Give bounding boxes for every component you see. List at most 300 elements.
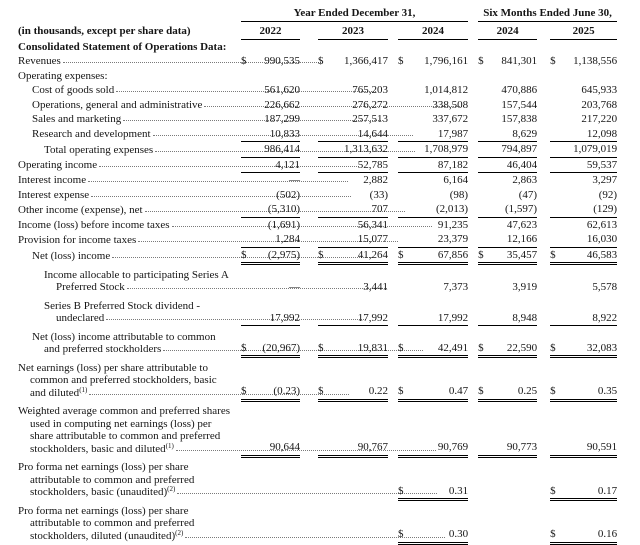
year-header-2023: 2023 [318, 21, 388, 40]
cell-value: 16,030 [564, 232, 617, 247]
cell-currency-symbol [550, 400, 564, 456]
cell-currency-symbol: $ [550, 247, 564, 264]
cell-value: 8,629 [512, 127, 538, 140]
cell-currency-symbol [550, 202, 564, 217]
row-label: Series B Preferred Stock dividend - undeclared [44, 299, 201, 324]
cell-value: 257,513 [352, 113, 388, 125]
column-gap [537, 112, 550, 127]
column-gap [468, 21, 478, 40]
cell-value: 90,644 [255, 400, 300, 456]
cell-currency-symbol: $ [241, 247, 255, 264]
cell-currency-symbol: $ [550, 357, 564, 401]
row-label: Net earnings (loss) per share attributable to common and preferred stockholders, basic and diluted$^{(1)}$ [18, 361, 217, 399]
column-gap [300, 69, 318, 84]
cell-currency-symbol [398, 127, 412, 142]
cell-currency-symbol [318, 173, 332, 188]
table-row [18, 112, 617, 127]
column-gap [468, 357, 478, 401]
cell-currency-symbol [550, 127, 564, 142]
cell-value: 91,235 [437, 218, 469, 231]
column-gap [232, 157, 241, 173]
cell-currency-symbol [241, 40, 255, 55]
cell-value: 1,284 [255, 232, 300, 247]
year-header-row [18, 21, 617, 40]
column-gap [232, 247, 241, 264]
cell-currency-symbol [398, 173, 412, 188]
cell-currency-symbol: $ [398, 55, 404, 67]
cell-value: 59,537 [564, 157, 617, 173]
table-row [18, 142, 617, 158]
cell-currency-symbol [398, 264, 412, 295]
column-gap [537, 83, 550, 98]
cell-value [332, 40, 388, 55]
cell-currency-symbol [478, 142, 492, 158]
column-gap [468, 83, 478, 98]
table-row [18, 295, 617, 326]
cell-value: 2,882 [363, 174, 388, 186]
cell-currency-symbol [241, 127, 255, 142]
cell-value: 6,164 [443, 174, 469, 186]
column-gap [232, 21, 241, 40]
cell-currency-symbol [241, 173, 255, 188]
column-gap [232, 217, 241, 232]
cell-currency-symbol [241, 69, 255, 84]
column-gap [232, 69, 241, 84]
cell-value: 42,491 [412, 326, 468, 357]
column-gap [537, 142, 550, 158]
cell-currency-symbol: $ [398, 326, 412, 357]
column-gap [388, 217, 398, 232]
period-group-header-row [18, 5, 617, 21]
cell-value: (20,967) [255, 326, 300, 357]
row-label: Interest expense [18, 188, 90, 201]
column-gap [388, 21, 398, 40]
cell-value: 990,535 [264, 55, 300, 67]
year-header-2022: 2022 [241, 21, 300, 40]
column-gap [537, 217, 550, 232]
cell-currency-symbol [478, 98, 492, 113]
column-gap [388, 188, 398, 203]
column-gap [537, 202, 550, 217]
column-gap [388, 247, 398, 264]
cell-value: 1,079,019 [564, 142, 617, 158]
cell-currency-symbol: $ [398, 456, 412, 500]
column-gap [537, 69, 550, 84]
table-row [18, 232, 617, 247]
cell-currency-symbol [241, 232, 255, 247]
cell-value: 226,662 [264, 98, 300, 111]
cell-value: 157,544 [501, 98, 538, 111]
column-gap [300, 400, 318, 456]
cell-currency-symbol [478, 217, 492, 232]
column-gap [300, 127, 318, 142]
column-gap [300, 217, 318, 232]
cell-currency-symbol [550, 69, 564, 84]
cell-value: 561,620 [264, 84, 300, 96]
table-row [18, 157, 617, 173]
column-gap [232, 202, 241, 217]
column-gap [468, 54, 478, 69]
cell-currency-symbol [550, 217, 564, 232]
table-row [18, 98, 617, 113]
cell-currency-symbol [550, 232, 564, 247]
cell-currency-symbol [318, 127, 332, 142]
cell-value [255, 69, 300, 84]
row-label: Other income (expense), net [18, 203, 143, 216]
cell-currency-symbol: $ [478, 326, 492, 357]
cell-currency-symbol: $ [318, 357, 332, 401]
cell-currency-symbol [478, 173, 492, 188]
table-row [18, 326, 617, 357]
column-gap [388, 83, 398, 98]
table-row [18, 264, 617, 295]
cell-value: 23,379 [412, 232, 468, 247]
cell-value: 217,220 [581, 113, 618, 125]
cell-currency-symbol [318, 264, 332, 295]
cell-value: 1,796,161 [424, 55, 469, 67]
table-row [18, 69, 617, 84]
column-gap [388, 202, 398, 217]
column-gap [468, 264, 478, 295]
column-gap [468, 173, 478, 188]
cell-currency-symbol [318, 142, 332, 158]
cell-currency-symbol [241, 264, 255, 295]
cell-value: (502) [276, 188, 300, 201]
year-header-2024: 2024 [398, 21, 468, 40]
column-gap [300, 40, 318, 55]
cell-value: 19,831 [332, 326, 388, 357]
cell-currency-symbol [398, 83, 412, 98]
table-row [18, 127, 617, 142]
cell-value: 2,863 [512, 174, 538, 186]
column-gap [232, 40, 241, 55]
column-gap [300, 264, 318, 295]
cell-value: 32,083 [564, 326, 617, 357]
cell-value: 56,341 [357, 218, 388, 231]
column-gap [468, 400, 478, 456]
cell-value: (2,013) [412, 202, 468, 217]
column-gap [468, 202, 478, 217]
cell-value [255, 40, 300, 55]
column-gap [468, 157, 478, 173]
cell-value: 470,886 [501, 84, 538, 96]
cell-currency-symbol [478, 188, 492, 203]
table-row [18, 202, 617, 217]
row-label: Income allocable to participating Series A Preferred Stock [44, 268, 229, 293]
cell-value: 4,121 [255, 157, 300, 173]
column-gap [468, 98, 478, 113]
cell-currency-symbol [241, 400, 255, 456]
column-gap [388, 232, 398, 247]
row-label: Weighted average common and preferred shares used in computing net earnings (loss) per share attributable to common and preferred stockholders, basic and diluted$^{(1)}$ [18, 405, 230, 455]
units-note: (in thousands, except per share data) [18, 25, 191, 37]
cell-value: 46,583 [564, 247, 617, 264]
cell-value [492, 500, 537, 544]
table-row [18, 456, 617, 500]
column-gap [468, 188, 478, 203]
column-gap [232, 127, 241, 142]
cell-currency-symbol [241, 295, 255, 326]
column-gap [468, 5, 478, 21]
column-gap [468, 127, 478, 142]
column-gap [537, 173, 550, 188]
column-gap [388, 127, 398, 142]
column-gap [537, 40, 550, 55]
cell-value: 8,922 [564, 295, 617, 326]
cell-currency-symbol [478, 202, 492, 217]
table-row [18, 357, 617, 401]
cell-currency-symbol [478, 69, 492, 84]
column-gap [388, 142, 398, 158]
column-gap [537, 400, 550, 456]
column-gap [537, 326, 550, 357]
cell-value: 986,414 [255, 142, 300, 158]
row-label: Net (loss) income [32, 250, 111, 262]
cell-currency-symbol: $ [398, 357, 412, 401]
column-gap [537, 264, 550, 295]
cell-value: (92) [598, 188, 618, 201]
cell-currency-symbol: $ [318, 55, 324, 67]
cell-value: (98) [449, 188, 469, 201]
cell-value [332, 69, 388, 84]
row-label: Sales and marketing [32, 113, 122, 125]
cell-value: (0.23) [255, 357, 300, 401]
cell-value: 338,508 [432, 98, 469, 111]
cell-currency-symbol [550, 112, 564, 127]
cell-value: 0.25 [492, 357, 537, 401]
column-gap [300, 142, 318, 158]
cell-currency-symbol: $ [478, 247, 492, 264]
cell-value: 276,272 [352, 98, 388, 111]
cell-currency-symbol [398, 232, 412, 247]
cell-value: 707 [332, 202, 388, 217]
cell-value: 0.30 [412, 500, 468, 544]
cell-currency-symbol [318, 40, 332, 55]
cell-currency-symbol [398, 142, 412, 158]
column-gap [468, 456, 478, 500]
row-label: Total operating expenses [44, 143, 154, 156]
cell-value: — [289, 281, 300, 293]
row-label: Pro forma net earnings (loss) per share attributable to common and preferred stockholders, basic (unaudited)$^{(2)}$ [18, 461, 195, 498]
cell-currency-symbol [398, 217, 412, 232]
table-row [18, 40, 617, 55]
cell-value [412, 40, 468, 55]
cell-currency-symbol [398, 157, 412, 173]
cell-value [412, 69, 468, 84]
cell-value: 17,992 [255, 295, 300, 326]
cell-currency-symbol [478, 232, 492, 247]
cell-currency-symbol [398, 188, 412, 203]
cell-currency-symbol: $ [550, 55, 556, 67]
cell-currency-symbol [318, 232, 332, 247]
cell-value: 62,613 [586, 218, 618, 231]
column-gap [388, 54, 398, 69]
cell-value: 90,773 [492, 400, 537, 456]
column-gap [232, 232, 241, 247]
cell-value [564, 40, 617, 55]
table-row [18, 188, 617, 203]
cell-value: 0.35 [564, 357, 617, 401]
column-gap [537, 295, 550, 326]
cell-value: 7,373 [443, 281, 469, 293]
cell-value: 17,992 [332, 295, 388, 326]
cell-currency-symbol: $ [478, 357, 492, 401]
cell-value: (5,310) [255, 202, 300, 217]
cell-value [492, 69, 537, 84]
column-gap [468, 40, 478, 55]
column-gap [388, 173, 398, 188]
column-gap [388, 326, 398, 357]
cell-currency-symbol: $ [318, 326, 332, 357]
row-label: Provision for income taxes [18, 233, 137, 246]
column-gap [468, 217, 478, 232]
cell-value: (33) [369, 188, 388, 201]
cell-value: (1,691) [267, 218, 300, 231]
cell-currency-symbol [241, 157, 255, 173]
cell-currency-symbol [478, 40, 492, 55]
cell-value: 22,590 [492, 326, 537, 357]
cell-currency-symbol [398, 202, 412, 217]
cell-value: 1,014,812 [424, 84, 469, 96]
cell-currency-symbol [478, 157, 492, 173]
cell-currency-symbol [550, 40, 564, 55]
cell-value [564, 69, 617, 84]
cell-currency-symbol: $ [550, 326, 564, 357]
cell-currency-symbol [550, 98, 564, 113]
cell-currency-symbol [318, 217, 332, 232]
column-gap [232, 142, 241, 158]
cell-value: 67,856 [412, 247, 468, 264]
annual-period-header: Year Ended December 31, [241, 5, 468, 21]
cell-currency-symbol: $ [241, 357, 255, 401]
column-gap [468, 500, 478, 544]
cell-currency-symbol [318, 157, 332, 173]
row-label: Research and development [32, 128, 151, 140]
cell-value: 14,644 [357, 127, 388, 140]
cell-value: 0.31 [412, 456, 468, 500]
cell-value: 17,992 [412, 295, 468, 326]
table-row [18, 54, 617, 69]
cell-currency-symbol: $ [241, 55, 247, 67]
cell-value: 841,301 [501, 55, 538, 67]
row-label: Operating income [18, 159, 98, 171]
cell-currency-symbol [398, 400, 412, 456]
cell-value: (129) [564, 202, 617, 217]
cell-value: 15,077 [332, 232, 388, 247]
cell-value: 90,767 [332, 400, 388, 456]
cell-currency-symbol: $ [241, 326, 255, 357]
column-gap [300, 295, 318, 326]
column-gap [537, 127, 550, 142]
cell-value: 90,769 [412, 400, 468, 456]
cell-currency-symbol [318, 295, 332, 326]
column-gap [300, 157, 318, 173]
row-label: Pro forma net earnings (loss) per share attributable to common and preferred stockholders, diluted (unaudited)$^{(2)}$ [18, 504, 195, 542]
interim-header-2024: 2024 [478, 21, 537, 40]
table-row [18, 217, 617, 232]
cell-currency-symbol [478, 127, 492, 142]
cell-currency-symbol [478, 500, 492, 544]
column-gap [300, 202, 318, 217]
cell-value: 47,623 [506, 218, 538, 231]
cell-currency-symbol [550, 264, 564, 295]
column-gap [537, 247, 550, 264]
cell-currency-symbol [318, 400, 332, 456]
column-gap [537, 456, 550, 500]
column-gap [537, 21, 550, 40]
row-label: Revenues [18, 55, 61, 67]
column-gap [300, 173, 318, 188]
cell-currency-symbol [241, 142, 255, 158]
column-gap [388, 40, 398, 55]
cell-currency-symbol: $ [478, 55, 484, 67]
label-column-spacer [18, 5, 232, 21]
cell-currency-symbol [241, 217, 255, 232]
cell-currency-symbol [478, 83, 492, 98]
column-gap [300, 232, 318, 247]
cell-value: 3,297 [592, 174, 618, 186]
cell-currency-symbol: $ [550, 456, 564, 500]
cell-currency-symbol [478, 400, 492, 456]
cell-value: 187,299 [264, 113, 300, 125]
cell-currency-symbol: $ [398, 247, 412, 264]
cell-value: 765,203 [352, 84, 388, 96]
column-gap [468, 247, 478, 264]
cell-value: 1,366,417 [344, 55, 388, 67]
column-gap [537, 157, 550, 173]
cell-currency-symbol [478, 112, 492, 127]
column-gap [388, 157, 398, 173]
table-row [18, 400, 617, 456]
cell-value: 0.47 [412, 357, 468, 401]
cell-value: 0.22 [332, 357, 388, 401]
column-gap [537, 98, 550, 113]
column-gap [537, 500, 550, 544]
column-gap [537, 357, 550, 401]
cell-value [492, 456, 537, 500]
cell-value: 41,264 [332, 247, 388, 264]
table-row [18, 83, 617, 98]
column-gap [468, 232, 478, 247]
cell-value: (47) [518, 188, 538, 201]
column-gap [388, 295, 398, 326]
cell-value: 17,987 [437, 127, 469, 140]
cell-value: (1,597) [492, 202, 537, 217]
column-gap [388, 357, 398, 401]
cell-currency-symbol [478, 456, 492, 500]
table-row [18, 173, 617, 188]
interim-header-2025: 2025 [550, 21, 617, 40]
cell-value: 8,948 [492, 295, 537, 326]
column-gap [232, 264, 241, 295]
cell-currency-symbol [398, 40, 412, 55]
interim-period-header: Six Months Ended June 30, [478, 5, 617, 21]
cell-value: 87,182 [412, 157, 468, 173]
row-label: Consolidated Statement of Operations Data: [18, 40, 227, 53]
cell-value: 46,404 [492, 157, 537, 173]
cell-currency-symbol [550, 142, 564, 158]
column-gap [468, 295, 478, 326]
column-gap [468, 326, 478, 357]
cell-value: 90,591 [564, 400, 617, 456]
cell-value: 10,833 [269, 127, 300, 140]
column-gap [468, 112, 478, 127]
row-label: Operations, general and administrative [32, 98, 203, 111]
row-label: Operating expenses: [18, 69, 108, 82]
table-body [18, 40, 617, 544]
cell-value: — [289, 174, 300, 186]
cell-currency-symbol [398, 295, 412, 326]
